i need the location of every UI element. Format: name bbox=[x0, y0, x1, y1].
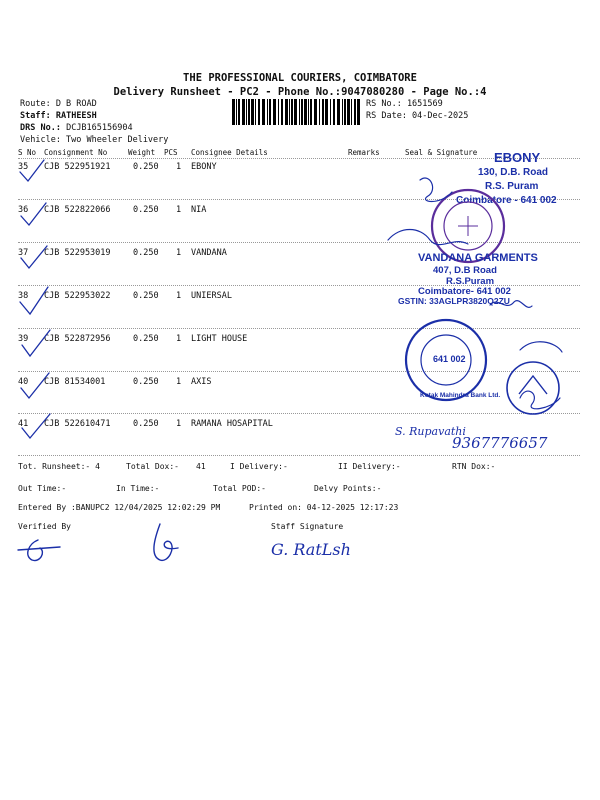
total-dox-value: 41 bbox=[196, 462, 206, 471]
row-consignee: VANDANA bbox=[191, 248, 227, 258]
col-consignee: Consignee Details bbox=[191, 148, 268, 157]
drs-value: DCJB165156904 bbox=[66, 123, 133, 133]
drs-label: DRS No.: bbox=[20, 123, 61, 133]
garments-stamp-address2: R.S.Puram bbox=[446, 276, 495, 287]
i-delivery: I Delivery:- bbox=[230, 462, 288, 471]
row-sno: 40 bbox=[18, 377, 29, 387]
route: Route: D B ROAD bbox=[20, 99, 97, 109]
row-pcs: 1 bbox=[176, 162, 182, 172]
row-consignee: NIA bbox=[191, 205, 207, 215]
row-consignment: CJB 522953022 bbox=[44, 291, 111, 301]
company-title: THE PROFESSIONAL COURIERS, COIMBATORE bbox=[183, 72, 417, 84]
col-weight: Weight bbox=[128, 148, 156, 157]
row-pcs: 1 bbox=[176, 334, 182, 344]
ii-delivery: II Delivery:- bbox=[338, 462, 401, 471]
row-consignment: CJB 81534001 bbox=[44, 377, 106, 387]
row-sno: 38 bbox=[18, 291, 29, 301]
verifier-signature-stroke bbox=[18, 547, 60, 550]
row-pcs: 1 bbox=[176, 377, 182, 387]
col-sno: S No bbox=[18, 148, 37, 157]
row-pcs: 1 bbox=[176, 291, 182, 301]
out-time: Out Time:- bbox=[18, 484, 67, 493]
row-consignment: CJB 522953019 bbox=[44, 248, 111, 258]
ebony-stamp-address1: 130, D.B. Road bbox=[478, 167, 549, 178]
row-consignee: RAMANA HOSAPITAL bbox=[191, 419, 273, 429]
row-sno: 37 bbox=[18, 248, 29, 258]
garments-stamp-name: VANDANA GARMENTS bbox=[418, 252, 538, 264]
entered-by: Entered By :BANUPC2 12/04/2025 12:02:29 PM bbox=[18, 503, 221, 512]
verified-by: Verified By bbox=[18, 522, 71, 531]
bank-seal-text: Kotak Mahindra Bank Ltd. bbox=[420, 392, 501, 399]
col-consignment: Consignment No bbox=[44, 148, 108, 157]
row-consignment: CJB 522610471 bbox=[44, 419, 111, 429]
rs-number: RS No.: 1651569 bbox=[366, 99, 443, 109]
garments-stamp-address1: 407, D.B Road bbox=[433, 265, 497, 276]
row-weight: 0.250 bbox=[133, 334, 159, 344]
row-weight: 0.250 bbox=[133, 377, 159, 387]
second-signature bbox=[154, 524, 178, 560]
row-consignment: CJB 522822066 bbox=[44, 205, 111, 215]
row-sno: 41 bbox=[18, 419, 29, 429]
delvy-points: Delvy Points:- bbox=[314, 484, 382, 493]
row-weight: 0.250 bbox=[133, 291, 159, 301]
row-consignee: LIGHT HOUSE bbox=[191, 334, 248, 344]
rtn-dox: RTN Dox:- bbox=[452, 462, 496, 471]
ebony-stamp-address3: Coimbatore - 641 002 bbox=[456, 195, 557, 206]
col-seal: Seal & Signature bbox=[405, 148, 478, 157]
verifier-signature bbox=[28, 540, 43, 561]
row-pcs: 1 bbox=[176, 205, 182, 215]
runsheet-subtitle: Delivery Runsheet - PC2 - Phone No.:9047080280 - Page No.:4 bbox=[113, 86, 487, 98]
printed-on: Printed on: 04-12-2025 12:17:23 bbox=[249, 503, 399, 512]
row-sno: 36 bbox=[18, 205, 29, 215]
bank-seal-center: 641 002 bbox=[433, 354, 466, 364]
staff-signature: G. RatLsh bbox=[271, 540, 351, 559]
staff-signature-label: Staff Signature bbox=[271, 522, 344, 531]
handwritten-phone: 9367776657 bbox=[452, 434, 548, 452]
tot-runsheet: Tot. Runsheet:- 4 bbox=[18, 462, 100, 471]
row-consignee: UNIERSAL bbox=[191, 291, 232, 301]
row-weight: 0.250 bbox=[133, 248, 159, 258]
row-consignment: CJB 522872956 bbox=[44, 334, 111, 344]
row-weight: 0.250 bbox=[133, 162, 159, 172]
ebony-stamp-address2: R.S. Puram bbox=[485, 181, 539, 192]
row-pcs: 1 bbox=[176, 248, 182, 258]
col-remarks: Remarks bbox=[348, 148, 380, 157]
rs-date: RS Date: 04-Dec-2025 bbox=[366, 111, 469, 121]
row-weight: 0.250 bbox=[133, 419, 159, 429]
col-pcs: PCS bbox=[164, 148, 178, 157]
garments-stamp-address3: Coimbatore- 641 002 bbox=[418, 286, 511, 297]
staff-label: Staff: bbox=[20, 111, 51, 121]
total-dox-label: Total Dox:- bbox=[126, 462, 179, 471]
row-sno: 35 bbox=[18, 162, 29, 172]
handwritten-name: S. Rupavathi bbox=[395, 425, 466, 438]
row-weight: 0.250 bbox=[133, 205, 159, 215]
total-pod: Total POD:- bbox=[213, 484, 266, 493]
ebony-stamp-name: EBONY bbox=[494, 150, 541, 165]
garments-stamp-gstin: GSTIN: 33AGLPR3820Q2ZU bbox=[398, 296, 510, 306]
row-pcs: 1 bbox=[176, 419, 182, 429]
vehicle: Vehicle: Two Wheeler Delivery bbox=[20, 135, 169, 145]
staff-value: RATHEESH bbox=[55, 111, 97, 121]
row-consignment: CJB 522951921 bbox=[44, 162, 111, 172]
in-time: In Time:- bbox=[116, 484, 160, 493]
row-sno: 39 bbox=[18, 334, 29, 344]
row-consignee: EBONY bbox=[191, 162, 217, 172]
row-consignee: AXIS bbox=[191, 377, 212, 387]
